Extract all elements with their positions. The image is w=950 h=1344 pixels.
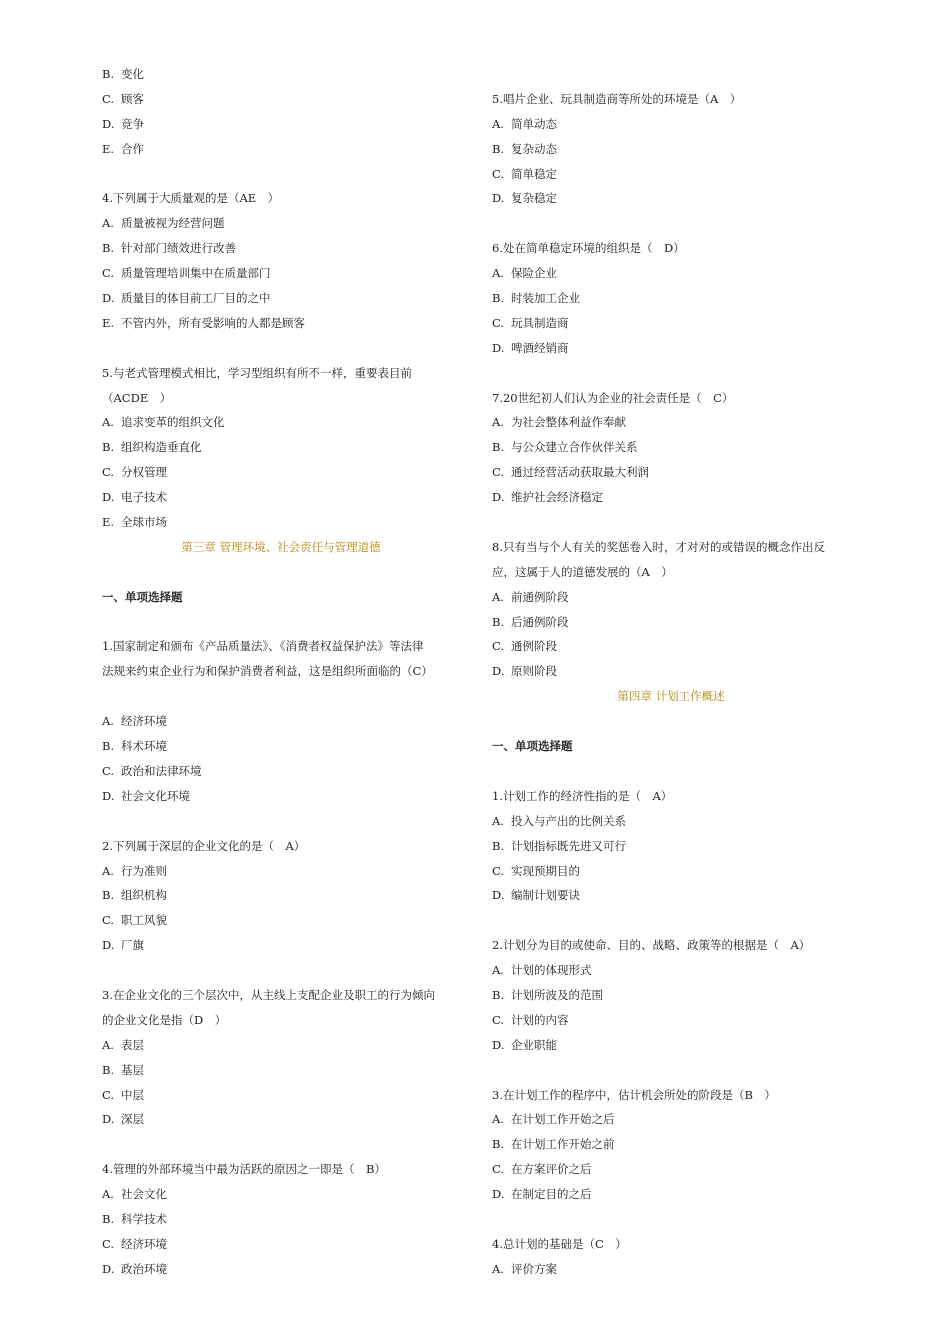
question-stem: 3.在计划工作的程序中，估计机会所处的阶段是（B ） bbox=[492, 1087, 776, 1102]
option: B. 时装加工企业 bbox=[492, 291, 580, 306]
option: C. 玩具制造商 bbox=[492, 315, 569, 330]
option: C. 通例阶段 bbox=[492, 639, 557, 654]
option: D. 维护社会经济稳定 bbox=[492, 490, 603, 505]
option: A. 表层 bbox=[102, 1037, 144, 1052]
option: C. 计划的内容 bbox=[492, 1012, 569, 1027]
option: B. 与公众建立合作伙伴关系 bbox=[492, 440, 638, 455]
chapter4-question-1 bbox=[492, 784, 850, 908]
question-5 bbox=[102, 361, 460, 535]
question-stem: 2.计划分为目的或使命、目的、战略、政策等的根据是（ A） bbox=[492, 938, 811, 953]
option: D. 社会文化环境 bbox=[102, 788, 190, 803]
question-stem: 4.总计划的基础是（C ） bbox=[492, 1236, 627, 1251]
option: A. 简单动态 bbox=[492, 116, 557, 131]
option: C. 分权管理 bbox=[102, 465, 167, 480]
option: A. 社会文化 bbox=[102, 1187, 167, 1202]
question-stem: 5.唱片企业、玩具制造商等所处的环境是（A ） bbox=[492, 91, 742, 106]
option: D. 在制定目的之后 bbox=[492, 1187, 592, 1202]
option: A. 计划的体现形式 bbox=[492, 963, 592, 978]
option: C. 通过经营活动获取最大利润 bbox=[492, 465, 649, 480]
option: A. 在计划工作开始之后 bbox=[492, 1112, 615, 1127]
chapter4-question-2 bbox=[492, 933, 850, 1057]
option: B. 针对部门绩效进行改善 bbox=[102, 241, 236, 256]
question-stem: 3.在企业文化的三个层次中，从主线上支配企业及职工的行为倾向 bbox=[102, 987, 435, 1002]
option: D. 深层 bbox=[102, 1112, 144, 1127]
option: B. 变化 bbox=[102, 67, 144, 81]
option: C. 简单稳定 bbox=[492, 166, 557, 181]
chapter4-question-3 bbox=[492, 1083, 850, 1207]
option: A. 为社会整体利益作奉献 bbox=[492, 415, 626, 430]
question-stem: 8.只有当与个人有关的奖惩卷入时，才对对的或错误的概念作出反 bbox=[492, 539, 825, 554]
option: D. 厂旗 bbox=[102, 938, 144, 953]
question-stem: 1.计划工作的经济性指的是（ A） bbox=[492, 788, 673, 803]
option: D. 编制计划要诀 bbox=[492, 888, 580, 903]
chapter3-question-5 bbox=[492, 87, 850, 211]
left-column bbox=[102, 62, 460, 1282]
chapter3-question-2 bbox=[102, 834, 460, 958]
option: E. 不管内外，所有受影响的人都是顾客 bbox=[102, 315, 305, 330]
option: A. 前通例阶段 bbox=[492, 589, 569, 604]
section-heading: 一、单项选择题 bbox=[492, 739, 573, 754]
option: B. 基层 bbox=[102, 1062, 144, 1077]
question-stem: 4.管理的外部环境当中最为活跃的原因之一即是（ B） bbox=[102, 1162, 386, 1177]
option: B. 组织构造垂直化 bbox=[102, 440, 202, 455]
option: A. 行为准则 bbox=[102, 863, 167, 878]
option: B. 复杂动态 bbox=[492, 141, 557, 156]
question-stem: 应，这属于人的道德发展的（A ） bbox=[492, 564, 673, 579]
question-stem: 5.与老式管理模式相比，学习型组织有所不一样，重要表目前 bbox=[102, 365, 412, 380]
option: D. 啤酒经销商 bbox=[492, 340, 569, 355]
option: B. 科术环境 bbox=[102, 739, 167, 754]
option: B. 计划所波及的范围 bbox=[492, 987, 603, 1002]
question-stem: 法规来约束企业行为和保护消费者利益，这是组织所面临的（C） bbox=[102, 664, 433, 679]
question-stem: 7.20世纪初人们认为企业的社会责任是（ C） bbox=[492, 390, 734, 405]
question-options bbox=[102, 62, 460, 162]
option: B. 在计划工作开始之前 bbox=[492, 1137, 615, 1152]
option: C. 中层 bbox=[102, 1087, 144, 1102]
option: A. 追求变革的组织文化 bbox=[102, 415, 225, 430]
option: D. 竞争 bbox=[102, 116, 144, 131]
option: D. 政治环境 bbox=[102, 1261, 167, 1276]
option: C. 政治和法律环境 bbox=[102, 763, 202, 778]
option: C. 实现预期目的 bbox=[492, 863, 580, 878]
option: D. 企业职能 bbox=[492, 1037, 557, 1052]
chapter3-question-1 bbox=[102, 634, 460, 808]
option: B. 后通例阶段 bbox=[492, 614, 569, 629]
option: B. 组织机构 bbox=[102, 888, 167, 903]
option: D. 质量目的体目前工厂目的之中 bbox=[102, 291, 271, 306]
option: C. 经济环境 bbox=[102, 1236, 167, 1251]
option: C. 在方案评价之后 bbox=[492, 1162, 592, 1177]
option: A. 投入与产出的比例关系 bbox=[492, 813, 626, 828]
chapter4-question-4 bbox=[492, 1232, 850, 1282]
option: C. 职工风貌 bbox=[102, 913, 167, 928]
option: D. 复杂稳定 bbox=[492, 191, 557, 206]
chapter3-question-3 bbox=[102, 983, 460, 1132]
chapter-heading: 第四章 计划工作概述 bbox=[617, 689, 725, 704]
chapter-heading: 第三章 管理环境、社会责任与管理道德 bbox=[181, 539, 381, 554]
question-stem: 4.下列属于大质量观的是（AE ） bbox=[102, 191, 280, 206]
option: D. 电子技术 bbox=[102, 490, 167, 505]
question-stem: 1.国家制定和颁布《产品质量法》、《消费者权益保护法》等法律 bbox=[102, 639, 424, 654]
right-column bbox=[492, 62, 850, 1282]
option: C. 顾客 bbox=[102, 91, 144, 106]
option: E. 全球市场 bbox=[102, 515, 167, 530]
question-stem: 2.下列属于深层的企业文化的是（ A） bbox=[102, 838, 306, 853]
option: A. 评价方案 bbox=[492, 1261, 557, 1276]
option: B. 计划指标既先进又可行 bbox=[492, 838, 626, 853]
question-stem: （ACDE ） bbox=[102, 390, 172, 405]
option: A. 保险企业 bbox=[492, 266, 557, 281]
chapter3-question-8 bbox=[492, 535, 850, 684]
chapter3-question-4 bbox=[102, 1157, 460, 1281]
chapter3-question-6 bbox=[492, 236, 850, 360]
option: C. 质量管理培训集中在质量部门 bbox=[102, 266, 271, 281]
section-heading: 一、单项选择题 bbox=[102, 589, 183, 604]
question-stem: 的企业文化是指（D ） bbox=[102, 1012, 227, 1027]
question-stem: 6.处在简单稳定环境的组织是（ D） bbox=[492, 241, 685, 256]
option: A. 质量被视为经营问题 bbox=[102, 216, 225, 231]
option: B. 科学技术 bbox=[102, 1211, 167, 1226]
question-4 bbox=[102, 186, 460, 335]
option: D. 原则阶段 bbox=[492, 664, 557, 679]
chapter3-question-7 bbox=[492, 386, 850, 510]
option: E. 合作 bbox=[102, 141, 144, 156]
option: A. 经济环境 bbox=[102, 714, 167, 729]
